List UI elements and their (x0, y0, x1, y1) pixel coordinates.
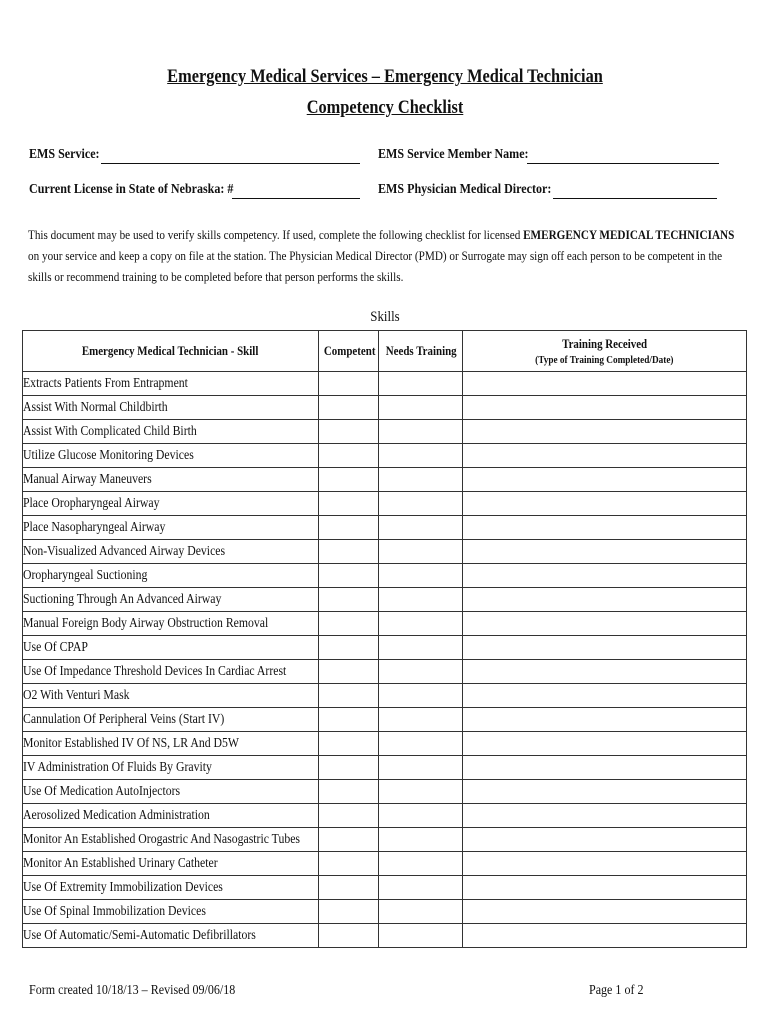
document-subtitle: Competency Checklist (306, 97, 464, 118)
table-row (23, 516, 747, 540)
needs-training-cell[interactable] (379, 828, 463, 852)
header-training-received: Training Received (Type of Training Completed/Date) (463, 331, 747, 372)
skill-name-cell (23, 516, 319, 540)
needs-training-cell[interactable] (379, 876, 463, 900)
skill-name: O2 With Venturi Mask (23, 687, 130, 703)
skill-name: Use Of CPAP (23, 639, 88, 655)
table-row (23, 756, 747, 780)
member-name-line[interactable] (527, 163, 719, 164)
skill-name-cell (23, 780, 319, 804)
skill-name-cell (23, 468, 319, 492)
skill-name-cell (23, 372, 319, 396)
skill-name: Manual Foreign Body Airway Obstruction Removal (23, 615, 269, 631)
needs-training-cell[interactable] (379, 708, 463, 732)
skill-name: Monitor An Established Urinary Catheter (23, 855, 218, 871)
skill-name: Use Of Automatic/Semi-Automatic Defibrillators (23, 927, 256, 943)
skill-name: Use Of Medication AutoInjectors (23, 783, 181, 799)
skill-name-cell (23, 492, 319, 516)
table-row (23, 684, 747, 708)
table-row (23, 564, 747, 588)
needs-training-cell[interactable] (379, 732, 463, 756)
needs-training-cell[interactable] (379, 900, 463, 924)
member-name-label: EMS Service Member Name: (378, 147, 529, 162)
skill-name-cell (23, 660, 319, 684)
training-received-cell[interactable] (463, 780, 747, 804)
competent-cell[interactable] (319, 420, 379, 444)
training-received-cell[interactable] (463, 756, 747, 780)
page-number: Page 1 of 2 (589, 983, 644, 998)
needs-training-cell[interactable] (379, 444, 463, 468)
training-received-cell[interactable] (463, 804, 747, 828)
table-row (23, 876, 747, 900)
table-row (23, 492, 747, 516)
table-row (23, 540, 747, 564)
skill-name-cell (23, 444, 319, 468)
license-line[interactable] (232, 198, 360, 199)
training-received-cell[interactable] (463, 492, 747, 516)
training-received-cell[interactable] (463, 684, 747, 708)
competent-cell[interactable] (319, 828, 379, 852)
competent-cell[interactable] (319, 588, 379, 612)
table-row (23, 396, 747, 420)
training-received-cell[interactable] (463, 732, 747, 756)
needs-training-cell[interactable] (379, 780, 463, 804)
skill-name: Use Of Impedance Threshold Devices In Cardiac Arrest (23, 663, 287, 679)
table-row (23, 900, 747, 924)
skill-name-cell (23, 564, 319, 588)
needs-training-cell[interactable] (379, 612, 463, 636)
skill-name-cell (23, 804, 319, 828)
skill-name-cell (23, 708, 319, 732)
document-title: Emergency Medical Services – Emergency Medical Technician (167, 66, 603, 87)
competent-cell[interactable] (319, 492, 379, 516)
skill-name: Monitor Established IV Of NS, LR And D5W (23, 735, 240, 751)
training-received-cell[interactable] (463, 708, 747, 732)
ems-service-line[interactable] (101, 163, 360, 164)
needs-training-cell[interactable] (379, 564, 463, 588)
competent-cell[interactable] (319, 804, 379, 828)
competent-cell[interactable] (319, 684, 379, 708)
needs-training-cell[interactable] (379, 588, 463, 612)
competent-cell[interactable] (319, 540, 379, 564)
skill-name-cell (23, 924, 319, 948)
needs-training-cell[interactable] (379, 660, 463, 684)
skill-name: Assist With Complicated Child Birth (23, 423, 197, 439)
skill-name: Suctioning Through An Advanced Airway (23, 591, 222, 607)
skill-name-cell (23, 900, 319, 924)
skill-name: Place Oropharyngeal Airway (23, 495, 160, 511)
competent-cell[interactable] (319, 516, 379, 540)
skill-name-cell (23, 828, 319, 852)
competent-cell[interactable] (319, 564, 379, 588)
skill-name: Assist With Normal Childbirth (23, 399, 168, 415)
skill-name-cell (23, 636, 319, 660)
competent-cell[interactable] (319, 900, 379, 924)
training-received-cell[interactable] (463, 396, 747, 420)
needs-training-cell[interactable] (379, 636, 463, 660)
intro-text-end: on your service and keep a copy on file at the station. The Physician Medical Director (PMD) or Surrogate may sign off each person to be competent in the skills or recommend training to be completed before that person performs the skills. (28, 248, 723, 284)
table-row (23, 660, 747, 684)
table-row (23, 468, 747, 492)
ems-service-label: EMS Service: (29, 147, 100, 162)
skill-name: Place Nasopharyngeal Airway (23, 519, 166, 535)
competent-cell[interactable] (319, 852, 379, 876)
header-competent: Competent (319, 331, 379, 372)
skill-name-cell (23, 420, 319, 444)
license-label: Current License in State of Nebraska: # (29, 182, 234, 197)
header-needs-training: Needs Training (379, 331, 463, 372)
skill-name: Oropharyngeal Suctioning (23, 567, 148, 583)
competent-cell[interactable] (319, 444, 379, 468)
training-received-cell[interactable] (463, 540, 747, 564)
needs-training-cell[interactable] (379, 540, 463, 564)
skill-name-cell (23, 852, 319, 876)
competent-cell[interactable] (319, 876, 379, 900)
needs-training-cell[interactable] (379, 420, 463, 444)
needs-training-cell[interactable] (379, 396, 463, 420)
table-row (23, 852, 747, 876)
table-row (23, 708, 747, 732)
training-received-cell[interactable] (463, 612, 747, 636)
skill-name: Extracts Patients From Entrapment (23, 375, 188, 391)
needs-training-cell[interactable] (379, 804, 463, 828)
table-row (23, 372, 747, 396)
table-row (23, 636, 747, 660)
needs-training-cell[interactable] (379, 756, 463, 780)
table-row (23, 588, 747, 612)
table-row (23, 612, 747, 636)
needs-training-cell[interactable] (379, 852, 463, 876)
skill-name: Cannulation Of Peripheral Veins (Start IV) (23, 711, 225, 727)
training-received-cell[interactable] (463, 660, 747, 684)
competent-cell[interactable] (319, 660, 379, 684)
training-received-cell[interactable] (463, 828, 747, 852)
training-received-cell[interactable] (463, 636, 747, 660)
table-row (23, 444, 747, 468)
skill-name-cell (23, 396, 319, 420)
competent-cell[interactable] (319, 468, 379, 492)
needs-training-cell[interactable] (379, 468, 463, 492)
skill-name: Use Of Extremity Immobilization Devices (23, 879, 223, 895)
training-received-cell[interactable] (463, 516, 747, 540)
competent-cell[interactable] (319, 732, 379, 756)
skill-name-cell (23, 876, 319, 900)
header-skill: Emergency Medical Technician - Skill (23, 331, 319, 372)
intro-text-start: This document may be used to verify skills competency. If used, complete the following checklist for licensed (28, 227, 524, 242)
needs-training-cell[interactable] (379, 516, 463, 540)
skill-name: Aerosolized Medication Administration (23, 807, 210, 823)
table-row (23, 828, 747, 852)
intro-paragraph (28, 224, 744, 287)
skill-name: Non-Visualized Advanced Airway Devices (23, 543, 226, 559)
competent-cell[interactable] (319, 924, 379, 948)
training-received-cell[interactable] (463, 588, 747, 612)
table-header-row (23, 331, 747, 372)
skill-name-cell (23, 612, 319, 636)
training-received-cell[interactable] (463, 420, 747, 444)
training-received-cell[interactable] (463, 444, 747, 468)
needs-training-cell[interactable] (379, 372, 463, 396)
competent-cell[interactable] (319, 708, 379, 732)
competent-cell[interactable] (319, 396, 379, 420)
intro-text-bold: EMERGENCY MEDICAL TECHNICIANS (523, 227, 735, 242)
skill-name: Use Of Spinal Immobilization Devices (23, 903, 206, 919)
pmd-line[interactable] (553, 198, 717, 199)
skills-table (22, 330, 747, 948)
skill-name: IV Administration Of Fluids By Gravity (23, 759, 212, 775)
training-received-cell[interactable] (463, 468, 747, 492)
table-row (23, 420, 747, 444)
form-revision-note: Form created 10/18/13 – Revised 09/06/18 (29, 983, 236, 998)
training-received-cell[interactable] (463, 852, 747, 876)
needs-training-cell[interactable] (379, 684, 463, 708)
training-received-cell[interactable] (463, 372, 747, 396)
pmd-label: EMS Physician Medical Director: (378, 182, 552, 197)
skill-name-cell (23, 732, 319, 756)
competent-cell[interactable] (319, 636, 379, 660)
skill-name: Manual Airway Maneuvers (23, 471, 152, 487)
table-row (23, 924, 747, 948)
competent-cell[interactable] (319, 612, 379, 636)
competent-cell[interactable] (319, 780, 379, 804)
training-received-cell[interactable] (463, 900, 747, 924)
needs-training-cell[interactable] (379, 492, 463, 516)
skill-name: Monitor An Established Orogastric And Nasogastric Tubes (23, 831, 301, 847)
table-row (23, 780, 747, 804)
training-received-cell[interactable] (463, 924, 747, 948)
training-received-cell[interactable] (463, 564, 747, 588)
skill-name-cell (23, 540, 319, 564)
skill-name-cell (23, 684, 319, 708)
table-row (23, 732, 747, 756)
competent-cell[interactable] (319, 756, 379, 780)
competent-cell[interactable] (319, 372, 379, 396)
table-row (23, 804, 747, 828)
skill-name-cell (23, 756, 319, 780)
training-received-cell[interactable] (463, 876, 747, 900)
needs-training-cell[interactable] (379, 924, 463, 948)
skills-caption: Skills (370, 309, 400, 325)
skill-name-cell (23, 588, 319, 612)
skill-name: Utilize Glucose Monitoring Devices (23, 447, 194, 463)
header-training-received-sub: (Type of Training Completed/Date) (535, 354, 674, 366)
